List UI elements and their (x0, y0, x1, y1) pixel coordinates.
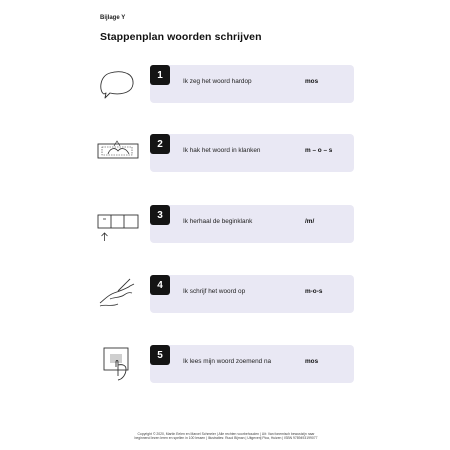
chopping-hand-on-bar-icon (96, 134, 140, 174)
step-1-label: Ik zeg het woord hardop (183, 78, 252, 85)
step-4-card (150, 275, 354, 313)
step-2-card (150, 134, 354, 172)
step-1-number: 1 (150, 65, 170, 85)
step-5-icon (96, 343, 140, 383)
step-3-number: 3 (150, 205, 170, 225)
step-3-card (150, 205, 354, 243)
step-3-example: /m/ (305, 218, 315, 225)
step-5-example: mos (305, 358, 319, 365)
step-2-number: 2 (150, 134, 170, 154)
step-3-icon (96, 205, 140, 245)
appendix-label: Bijlage Y (100, 15, 126, 21)
step-2-label: Ik hak het woord in klanken (183, 147, 261, 154)
writing-hand-icon (96, 273, 140, 313)
step-4-example: m-o-s (305, 288, 323, 295)
page-title: Stappenplan woorden schrijven (100, 31, 262, 43)
step-2-icon (96, 134, 140, 174)
step-4-icon (96, 273, 140, 313)
step-5-number: 5 (150, 345, 170, 365)
speech-bubble-icon (96, 64, 140, 104)
step-4-label: Ik schrijf het woord op (183, 288, 246, 295)
step-3-label: Ik herhaal de beginklank (183, 218, 253, 225)
step-5-label: Ik lees mijn woord zoemend na (183, 358, 272, 365)
step-1-icon (96, 64, 140, 104)
footer-line-1: Copyright © 2020, Martin Eelen en Marcel Schmeier | Alle rechten voorbehouden | Uit: Van fonemisch bewustzijn naar (137, 432, 315, 436)
step-5-card (150, 345, 354, 383)
first-box-arrow-icon (96, 205, 140, 245)
step-2-example: m – o – s (305, 147, 333, 154)
copyright-footer (122, 432, 330, 440)
step-1-example: mos (305, 78, 319, 85)
step-1-card (150, 65, 354, 103)
finger-pointing-card-icon (96, 343, 140, 383)
step-4-number: 4 (150, 275, 170, 295)
footer-line-2: beginnend lezen leren en spellen in 100 lessen | Illustraties: Ruud Bijman | Uitgeverij Pica, Huizen | ISBN 9789493199077 (134, 436, 318, 441)
